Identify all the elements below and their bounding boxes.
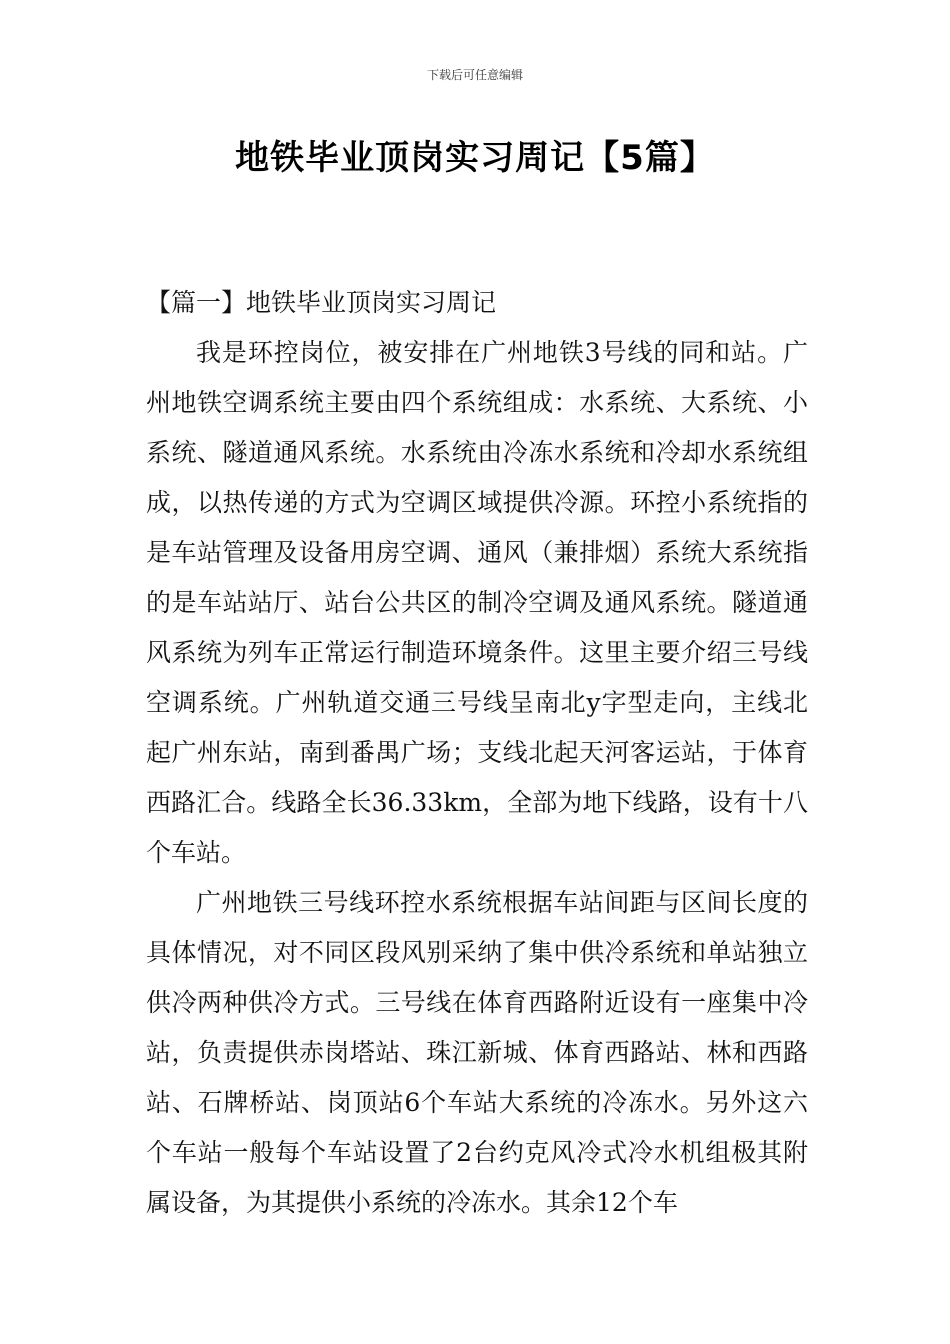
header-note: 下载后可任意编辑 [426,68,523,82]
paragraph-2: 广州地铁三号线环控水系统根据车站间距与区间长度的具体情况，对不同区段风别采纳了集中供冷系统和单站独立供冷两种供冷方式。三号线在体育西路附近设有一座集中冷站，负责提供赤岗塔站、珠江新城、体育西路站、林和西路站、石牌桥站、岗顶站6个车站大系统的冷冻水。另外这六个车站一般每个车站设置了2台约克风冷式冷水机组极其附属设备，为其提供小系统的冷冻水。其余12个车 [146,888,808,1217]
section-heading: 【篇一】地铁毕业顶岗实习周记 [146,288,497,317]
document-title: 地铁毕业顶岗实习周记【5篇】 [235,138,715,178]
document-body [146,278,808,1228]
paragraph-1: 我是环控岗位，被安排在广州地铁3号线的同和站。广州地铁空调系统主要由四个系统组成：水系统、大系统、小系统、隧道通风系统。水系统由冷冻水系统和冷却水系统组成，以热传递的方式为空调区域提供冷源。环控小系统指的是车站管理及设备用房空调、通风（兼排烟）系统大系统指的是车站站厅、站台公共区的制冷空调及通风系统。隧道通风系统为列车正常运行制造环境条件。这里主要介绍三号线空调系统。广州轨道交通三号线呈南北y字型走向，主线北起广州东站，南到番禺广场；支线北起天河客运站，于体育西路汇合。线路全长36.33km，全部为地下线路，设有十八个车站。 [146,338,808,867]
